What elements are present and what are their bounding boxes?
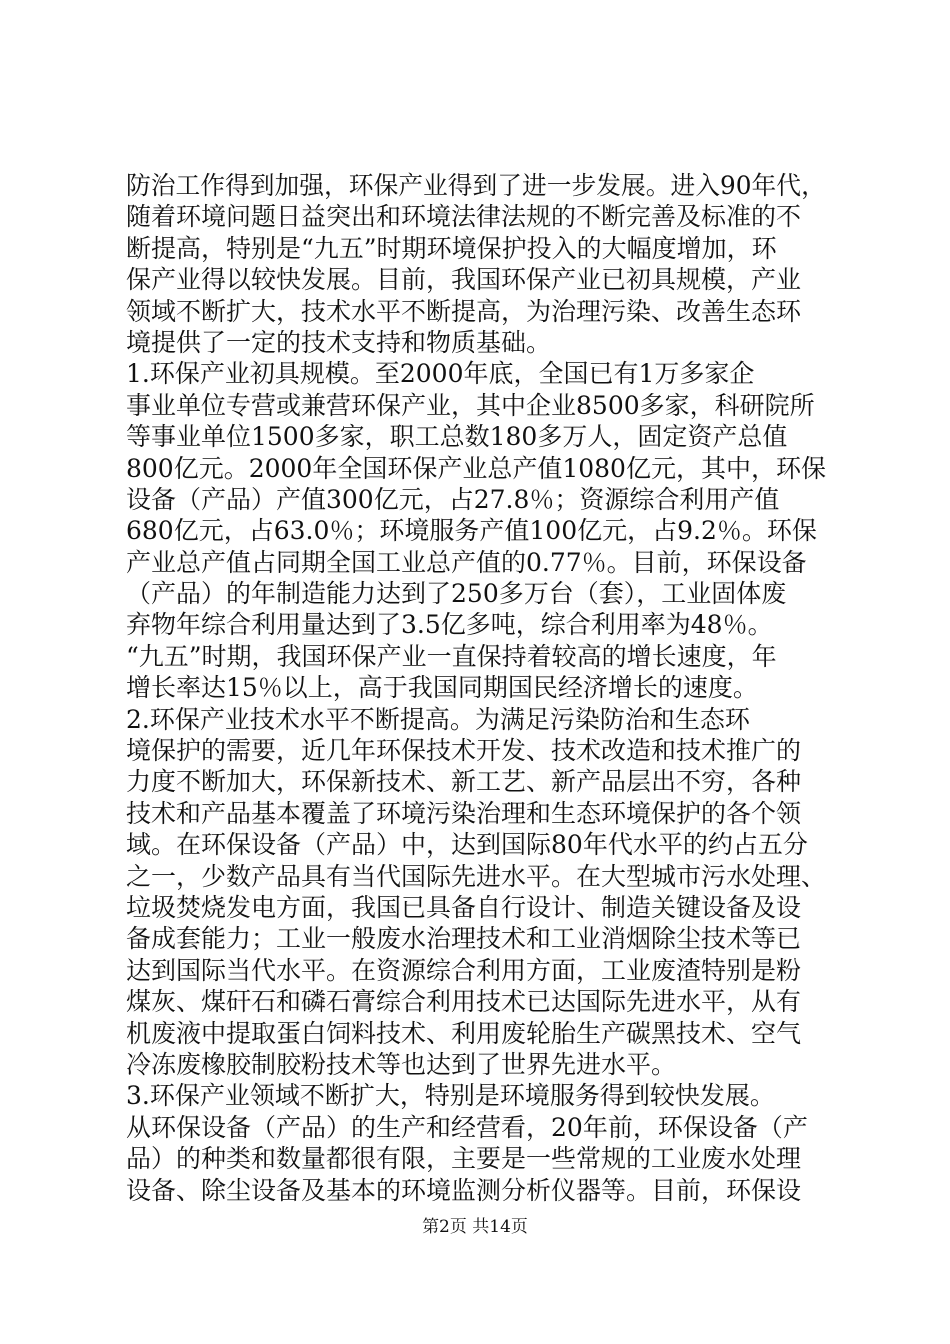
text-line: 防治工作得到加强，环保产业得到了进一步发展。进入90年代， — [126, 171, 826, 200]
text-line: 增长率达15％以上，高于我国同期国民经济增长的速度。 — [126, 673, 758, 703]
text-line: 煤灰、煤矸石和磷石膏综合利用技术已达国际先进水平，从有 — [126, 987, 802, 1017]
text-line: 达到国际当代水平。在资源综合利用方面，工业废渣特别是粉 — [126, 955, 802, 985]
text-line: 力度不断加大，环保新技术、新工艺、新产品层出不穷，各种 — [126, 767, 802, 797]
text-line: 品）的种类和数量都很有限，主要是一些常规的工业废水处理 — [126, 1144, 802, 1174]
page-footer: 第2页 共14页 — [422, 1217, 528, 1237]
text-line: 技术和产品基本覆盖了环境污染治理和生态环境保护的各个领 — [126, 798, 802, 828]
text-line: 之一，少数产品具有当代国际先进水平。在大型城市污水处理、 — [126, 861, 827, 891]
text-line: 设备（产品）产值300亿元，占27.8％；资源综合利用产值 — [126, 484, 780, 514]
text-line: 3.环保产业领域不断扩大，特别是环境服务得到较快发展。 — [126, 1081, 775, 1111]
text-line: 机废液中提取蛋白饲料技术、利用废轮胎生产碳黑技术、空气 — [126, 1018, 802, 1048]
text-line: （产品）的年制造能力达到了250多万台（套），工业固体废 — [126, 579, 787, 609]
text-line: 产业总产值占同期全国工业总产值的0.77％。目前，环保设备 — [126, 547, 807, 577]
text-line: 境保护的需要，近几年环保技术开发、技术改造和技术推广的 — [126, 736, 802, 766]
text-line: 保产业得以较快发展。目前，我国环保产业已初具规模，产业 — [126, 265, 802, 295]
text-line: 680亿元，占63.0％；环境服务产值100亿元，占9.2％。环保 — [126, 516, 817, 546]
text-line: 垃圾焚烧发电方面，我国已具备自行设计、制造关键设备及设 — [126, 892, 802, 922]
body-text — [126, 170, 826, 1206]
text-line: 境提供了一定的技术支持和物质基础。 — [126, 327, 552, 357]
text-line: 冷冻废橡胶制胶粉技术等也达到了世界先进水平。 — [126, 1049, 677, 1079]
text-line: 等事业单位1500多家，职工总数180多万人，固定资产总值 — [126, 422, 788, 452]
text-line: 事业单位专营或兼营环保产业，其中企业8500多家，科研院所 — [126, 390, 815, 420]
text-line: 设备、除尘设备及基本的环境监测分析仪器等。目前，环保设 — [126, 1175, 802, 1205]
text-line: 备成套能力；工业一般废水治理技术和工业消烟除尘技术等已 — [126, 924, 802, 954]
text-line: 领域不断扩大，技术水平不断提高，为治理污染、改善生态环 — [126, 296, 802, 326]
text-line: 800亿元。2000年全国环保产业总产值1080亿元，其中，环保 — [126, 453, 826, 483]
text-line: 2.环保产业技术水平不断提高。为满足污染防治和生态环 — [126, 704, 750, 734]
text-line: 域。在环保设备（产品）中，达到国际80年代水平的约占五分 — [126, 830, 808, 860]
text-line: 断提高，特别是“九五”时期环境保护投入的大幅度增加，环 — [126, 233, 777, 263]
text-line: 随着环境问题日益突出和环境法律法规的不断完善及标准的不 — [126, 202, 802, 232]
text-line: 1.环保产业初具规模。至2000年底，全国已有1万多家企 — [126, 359, 755, 389]
text-line: 弃物年综合利用量达到了3.5亿多吨，综合利用率为48％。 — [126, 610, 773, 640]
text-line: 从环保设备（产品）的生产和经营看，20年前，环保设备（产 — [126, 1112, 808, 1142]
text-line: “九五”时期，我国环保产业一直保持着较高的增长速度，年 — [126, 641, 777, 671]
